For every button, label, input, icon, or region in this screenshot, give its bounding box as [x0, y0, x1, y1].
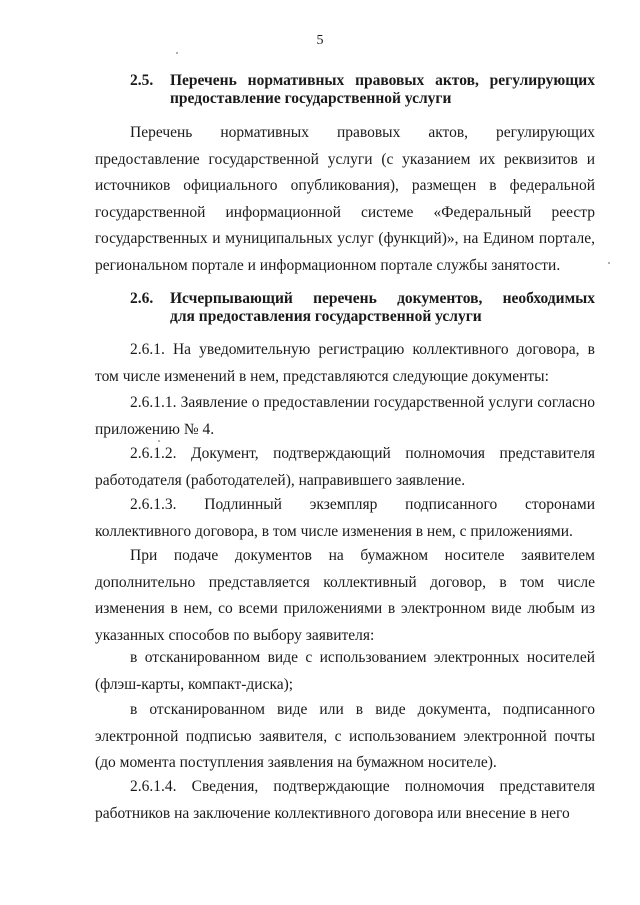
paragraph-2-5: Перечень нормативных правовых актов, регулирующих предоставление государственной услуги (с указанием их реквизитов и источников официального опубликования), размещен в федеральной государственной информационной системе «Федеральный реестр государственных и муниципальных услуг (функций)», на Едином портале, региональном портале и информационном портале службы занятости. — [95, 124, 595, 274]
section-heading-2-6 — [130, 290, 595, 326]
page-number: 5 — [316, 33, 324, 48]
scan-speck — [176, 52, 178, 54]
paragraph-2-6-1: 2.6.1. На уведомительную регистрацию коллективного договора, в том числе изменений в нем, представляются следующие документы: — [95, 341, 595, 385]
paragraph-scanned-media: в отсканированном виде с использованием электронных носителей (флэш-карты, компакт-диска); — [95, 649, 595, 693]
paragraph-email: в отсканированном виде или в виде документа, подписанного электронной подписью заявителя, с использованием электронной почты (до момента поступления заявления на бумажном носителе). — [95, 701, 595, 771]
scan-speck — [158, 440, 160, 442]
section-title-line2: для предоставления государственной услуги — [170, 308, 482, 325]
section-number: 2.6. — [130, 290, 154, 307]
section-title-line2: предоставление государственной услуги — [170, 90, 452, 107]
section-title-line1: Исчерпывающий перечень документов, необходимых — [170, 290, 595, 307]
section-heading-2-5 — [130, 72, 595, 108]
paragraph-2-6-1-3: 2.6.1.3. Подлинный экземпляр подписанного сторонами коллективного договора, в том числе изменения в нем, с приложениями. — [95, 496, 595, 540]
paragraph-2-6-1-2: 2.6.1.2. Документ, подтверждающий полномочия представителя работодателя (работодателей), направившего заявление. — [95, 445, 595, 489]
scan-speck — [608, 262, 610, 264]
paragraph-2-6-1-4: 2.6.1.4. Сведения, подтверждающие полномочия представителя работников на заключение коллективного договора или внесение в него — [95, 778, 595, 822]
paragraph-paper-submission: При подаче документов на бумажном носителе заявителем дополнительно представляется коллективный договор, в том числе изменения в нем, со всеми приложениями в электронном виде любым из указанных способов по выбору заявителя: — [95, 547, 595, 644]
paragraph-2-6-1-1: 2.6.1.1. Заявление о предоставлении государственной услуги согласно приложению № 4. — [95, 394, 595, 438]
section-number: 2.5. — [130, 72, 154, 89]
section-title-line1: Перечень нормативных правовых актов, регулирующих — [170, 72, 595, 89]
